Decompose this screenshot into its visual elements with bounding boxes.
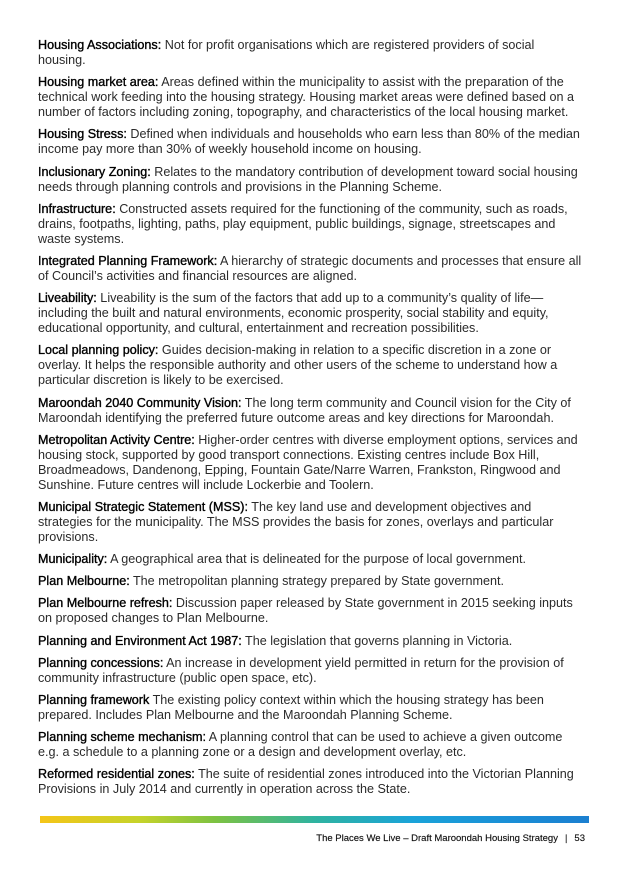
glossary-definition: Areas defined within the municipality to assist with the preparation of the technical work feeding into the housing strategy. Housing market areas were defined based on a number of factors including zoning, topography, and characteristics of the local housing market.	[38, 75, 575, 120]
glossary-definition: A hierarchy of strategic documents and processes that ensure all of Council’s activities and financial resources are aligned.	[38, 253, 582, 283]
glossary-list	[38, 38, 584, 805]
glossary-term: Housing Stress:	[38, 127, 127, 142]
glossary-definition: Higher-order centres with diverse employment options, services and housing stock, supported by good transport connections. Existing centres include Box Hill, Broadmeadows, Dandenong, Epping, Fountain Gate/Narre Warren, Frankston, Ringwood and Sunshine. Future centres will include Lockerbie and Toolern.	[38, 432, 578, 492]
glossary-term: Maroondah 2040 Community Vision:	[38, 395, 242, 410]
glossary-entry	[38, 574, 584, 589]
glossary-term: Metropolitan Activity Centre:	[38, 432, 195, 447]
glossary-definition: A geographical area that is delineated for the purpose of local government.	[107, 552, 526, 567]
glossary-definition: The key land use and development objectives and strategies for the municipality. The MSS provides the basis for zones, overlays and particular provisions.	[38, 499, 554, 544]
glossary-entry	[38, 552, 584, 567]
glossary-definition: The long term community and Council vision for the City of Maroondah identifying the preferred future outcome areas and key directions for Maroondah.	[38, 395, 571, 425]
footer-gradient-bar	[40, 816, 589, 823]
footer-separator: |	[564, 833, 568, 844]
glossary-term: Municipal Strategic Statement (MSS):	[38, 499, 248, 514]
glossary-term: Local planning policy:	[38, 343, 159, 358]
page-footer	[316, 833, 585, 844]
glossary-entry	[38, 291, 584, 336]
glossary-definition: The metropolitan planning strategy prepared by State government.	[129, 574, 505, 589]
glossary-term: Planning framework	[38, 693, 150, 707]
glossary-entry	[38, 433, 584, 493]
glossary-entry	[38, 127, 584, 157]
glossary-term: Housing market area:	[38, 75, 159, 90]
glossary-entry	[38, 767, 584, 797]
glossary-definition: A planning control that can be used to achieve a given outcome e.g. a schedule to a planning zone or a design and development overlay, etc.	[38, 730, 563, 760]
glossary-term: Reformed residential zones:	[38, 767, 195, 782]
glossary-entry	[38, 596, 584, 626]
glossary-entry	[38, 75, 584, 120]
glossary-definition: The suite of residential zones introduced into the Victorian Planning Provisions in July 2014 and currently in operation across the State.	[38, 767, 574, 797]
glossary-definition: Liveability is the sum of the factors that add up to a community’s quality of life—including the built and natural environments, economic prosperity, social stability and equity, educational opportunity, and cultural, entertainment and recreation possibilities.	[38, 291, 549, 336]
glossary-definition: The existing policy context within which the housing strategy has been prepared. Includes Plan Melbourne and the Maroondah Planning Scheme.	[38, 693, 544, 722]
glossary-entry	[38, 693, 584, 723]
glossary-term: Planning scheme mechanism:	[38, 730, 206, 745]
glossary-term: Housing Associations:	[38, 38, 162, 52]
glossary-definition: Defined when individuals and households who earn less than 80% of the median income pay more than 30% of weekly household income on housing.	[38, 127, 580, 157]
glossary-entry	[38, 634, 584, 649]
footer-title: The Places We Live – Draft Maroondah Housing Strategy	[316, 833, 558, 844]
glossary-term: Plan Melbourne:	[38, 574, 130, 589]
glossary-definition: Guides decision-making in relation to a specific discretion in a zone or overlay. It helps the responsible authority and other users of the scheme to understand how a particular discretion is likely to be exercised.	[38, 343, 558, 388]
glossary-entry	[38, 396, 584, 426]
glossary-entry	[38, 38, 584, 68]
glossary-entry	[38, 165, 584, 195]
glossary-term: Inclusionary Zoning:	[38, 164, 151, 179]
glossary-entry	[38, 202, 584, 247]
glossary-definition: An increase in development yield permitted in return for the provision of community infrastructure (public open space, etc).	[38, 655, 564, 685]
glossary-entry	[38, 343, 584, 388]
glossary-term: Integrated Planning Framework:	[38, 253, 218, 268]
glossary-definition: Constructed assets required for the functioning of the community, such as roads, drains, footpaths, lighting, paths, play equipment, public buildings, signage, streetscapes and waste systems.	[38, 201, 568, 246]
glossary-term: Infrastructure:	[38, 201, 116, 216]
glossary-definition: Relates to the mandatory contribution of development toward social housing needs through planning controls and provisions in the Planning Scheme.	[38, 164, 578, 194]
glossary-term: Planning concessions:	[38, 655, 164, 670]
glossary-term: Municipality:	[38, 552, 108, 567]
glossary-entry	[38, 254, 584, 284]
glossary-term: Liveability:	[38, 291, 97, 306]
page-number: 53	[574, 833, 585, 844]
glossary-definition: Not for profit organisations which are registered providers of social housing.	[38, 38, 535, 67]
glossary-entry	[38, 730, 584, 760]
glossary-term: Planning and Environment Act 1987:	[38, 633, 242, 648]
glossary-definition: The legislation that governs planning in Victoria.	[241, 633, 513, 648]
glossary-entry	[38, 656, 584, 686]
glossary-definition: Discussion paper released by State government in 2015 seeking inputs on proposed changes to Plan Melbourne.	[38, 596, 573, 626]
glossary-term: Plan Melbourne refresh:	[38, 596, 173, 611]
glossary-entry	[38, 500, 584, 545]
